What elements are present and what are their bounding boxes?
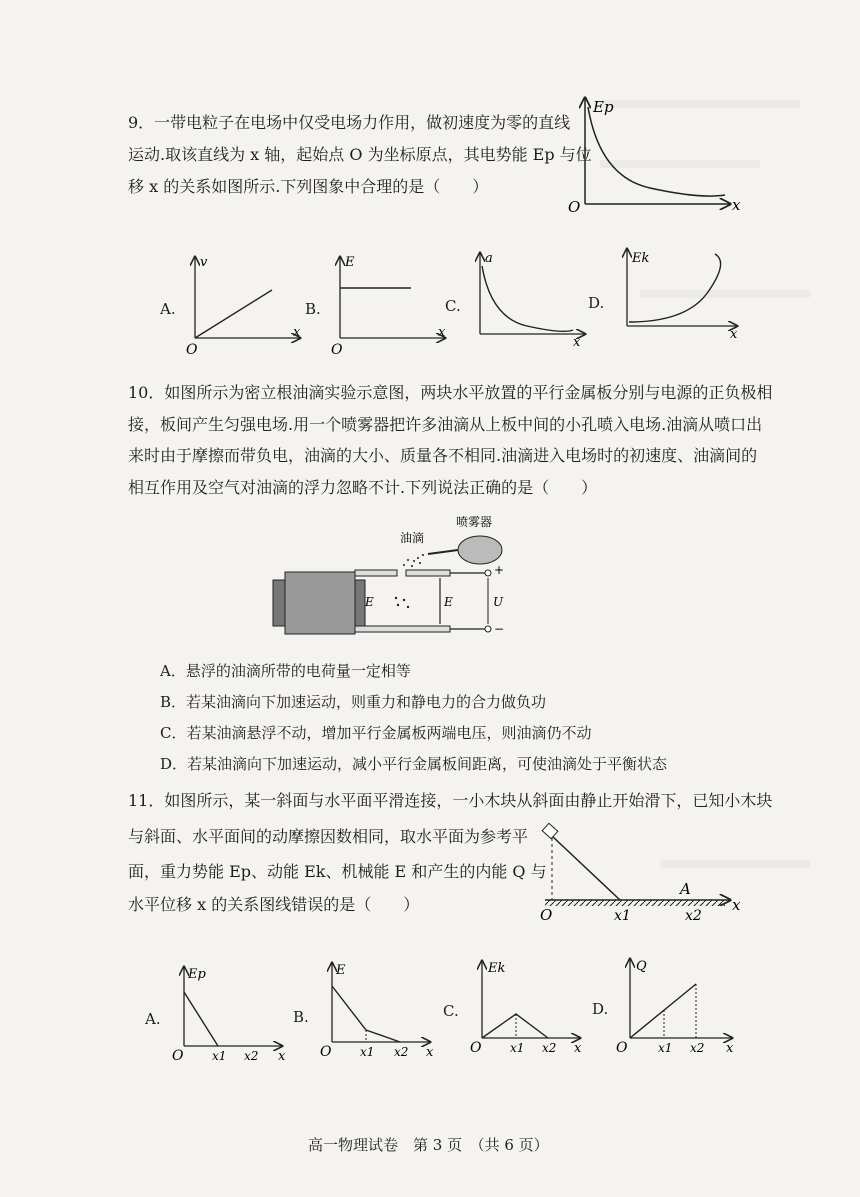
spray-droplet <box>417 557 419 559</box>
x1-label: x1 <box>614 908 631 924</box>
upper-plate-left <box>355 570 397 576</box>
x-axis-label: x <box>426 1045 434 1060</box>
ek-polyline <box>482 1014 548 1038</box>
origin-label: O <box>320 1044 332 1060</box>
q9-option-c-letter: C. <box>445 297 461 315</box>
v-line <box>195 290 272 338</box>
x2-label: x2 <box>542 1041 557 1055</box>
origin-label: O <box>616 1040 628 1056</box>
y-axis-label: E <box>345 255 355 270</box>
q11-option-c-letter: C. <box>443 1002 459 1020</box>
field-label-right: E <box>444 595 453 609</box>
spray-droplet <box>407 559 409 561</box>
q11-option-d-letter: D. <box>592 1000 609 1018</box>
droplet <box>397 604 399 606</box>
x-axis-label: x <box>438 325 446 340</box>
q10-option-b: B．若某油滴向下加速运动，则重力和静电力的合力做负功 <box>160 693 547 711</box>
sprayer-label: 喷雾器 <box>456 515 493 529</box>
x1-label: x1 <box>510 1041 525 1055</box>
q9-option-d-graph <box>612 244 747 349</box>
page-footer: 高一物理试卷 第 3 页 （共 6 页） <box>308 1136 549 1154</box>
q11-option-d-graph <box>612 954 742 1059</box>
droplet <box>395 597 397 599</box>
q9-line-3: 移 x 的关系如图所示.下列图象中合理的是（ ） <box>128 177 489 196</box>
q11-option-b-graph <box>318 958 443 1063</box>
y-axis-label: Ek <box>488 961 506 976</box>
y-axis-label: E <box>336 963 346 978</box>
x-axis-label: x <box>293 325 301 340</box>
origin-label: O <box>470 1040 482 1056</box>
y-axis-label: Ep <box>593 98 614 116</box>
origin-label: O <box>331 342 343 357</box>
wood-block <box>542 823 558 838</box>
origin-label: O <box>540 906 553 924</box>
sprayer-nozzle <box>428 550 458 554</box>
a-curve <box>482 266 573 331</box>
microscope-tube <box>355 580 365 626</box>
q10-option-d: D．若某油滴向下加速运动，减小平行金属板间距离，可使油滴处于平衡状态 <box>160 755 668 773</box>
q11-line-4: 水平位移 x 的关系图线错误的是（ ） <box>128 895 420 914</box>
origin-label: O <box>568 198 581 216</box>
q10-line-4: 相互作用及空气对油滴的浮力忽略不计.下列说法正确的是（ ） <box>128 478 598 497</box>
x-axis-label: x <box>573 335 581 350</box>
spray-droplet <box>403 564 405 566</box>
y-axis-label: Ep <box>188 967 206 982</box>
droplet <box>407 606 409 608</box>
x1-label: x1 <box>658 1041 673 1055</box>
y-axis-label: a <box>485 251 493 266</box>
point-a-label: A <box>680 880 691 898</box>
x-axis-label: x <box>732 896 741 914</box>
spray-droplet <box>411 565 413 567</box>
x-axis-label: x <box>278 1049 286 1064</box>
spray-droplet <box>422 554 424 556</box>
x2-label: x2 <box>690 1041 705 1055</box>
terminal-plus <box>485 570 491 576</box>
sprayer-bulb <box>458 536 502 564</box>
x-axis-label: x <box>726 1041 734 1056</box>
q-line <box>630 984 696 1038</box>
x-axis-label: x <box>730 327 738 342</box>
ep-curve <box>588 107 725 196</box>
q11-option-b-letter: B. <box>293 1008 309 1026</box>
millikan-diagram <box>268 508 513 643</box>
q11-option-c-graph <box>468 956 593 1061</box>
x2-label: x2 <box>244 1049 259 1063</box>
q9-option-b-letter: B. <box>305 300 321 318</box>
origin-label: O <box>172 1048 184 1064</box>
q9-option-a-graph <box>180 252 310 357</box>
ep-line <box>184 992 218 1046</box>
x1-label: x1 <box>360 1045 375 1059</box>
q10-option-a: A．悬浮的油滴所带的电荷量一定相等 <box>160 662 411 680</box>
droplet <box>403 599 405 601</box>
q9-option-a-letter: A. <box>160 300 176 318</box>
q9-option-c-graph <box>465 248 595 353</box>
minus-label: − <box>494 622 505 636</box>
x1-label: x1 <box>212 1049 227 1063</box>
q9-option-d-letter: D. <box>588 294 605 312</box>
field-label-left: E <box>365 595 374 609</box>
lower-plate <box>355 626 450 632</box>
origin-label: O <box>186 342 198 357</box>
upper-plate-right <box>406 570 450 576</box>
q9-option-b-graph <box>325 252 455 357</box>
x2-label: x2 <box>685 908 702 924</box>
terminal-minus <box>485 626 491 632</box>
incline-diagram <box>530 818 745 928</box>
y-axis-label: v <box>200 255 208 270</box>
q11-option-a-graph <box>170 962 295 1067</box>
q11-line-1: 11．如图所示，某一斜面与水平面平滑连接，一小木块从斜面由静止开始滑下，已知小木块 <box>128 791 773 810</box>
microscope-barrel <box>273 580 285 626</box>
ground-hatch <box>545 900 725 906</box>
microscope-body <box>285 572 355 634</box>
voltage-label: U <box>493 595 504 609</box>
incline-surface <box>552 836 620 900</box>
y-axis-label: Q <box>636 959 647 974</box>
q9-line-1: 9．一带电粒子在电场中仅受电场力作用，做初速度为零的直线 <box>128 113 571 132</box>
spray-droplet <box>413 560 415 562</box>
q10-line-3: 来时由于摩擦而带负电，油滴的大小、质量各不相同.油滴进入电场时的初速度、油滴间的 <box>128 446 758 465</box>
e-polyline <box>332 986 400 1042</box>
q10-line-1: 10．如图所示为密立根油滴实验示意图，两块水平放置的平行金属板分别与电源的正负极相 <box>128 383 773 402</box>
q9-line-2: 运动.取该直线为 x 轴，起始点 O 为坐标原点，其电势能 Ep 与位 <box>128 145 592 164</box>
x-axis-label: x <box>574 1041 582 1056</box>
q10-option-c: C．若某油滴悬浮不动，增加平行金属板两端电压，则油滴仍不动 <box>160 724 592 742</box>
q10-line-2: 接，板间产生匀强电场.用一个喷雾器把许多油滴从上板中间的小孔喷入电场.油滴从喷口出 <box>128 415 763 434</box>
q11-line-2: 与斜面、水平面间的动摩擦因数相同，取水平面为参考平 <box>128 827 529 846</box>
q9-main-graph <box>560 92 750 217</box>
spray-droplet <box>419 562 421 564</box>
x-axis-label: x <box>732 196 741 214</box>
q11-option-a-letter: A. <box>145 1010 161 1028</box>
q11-line-3: 面，重力势能 Ep、动能 Ek、机械能 E 和产生的内能 Q 与 <box>128 862 547 881</box>
droplet-label: 油滴 <box>400 531 425 545</box>
x2-label: x2 <box>394 1045 409 1059</box>
plus-label: + <box>494 563 505 577</box>
y-axis-label: Ek <box>632 251 650 266</box>
